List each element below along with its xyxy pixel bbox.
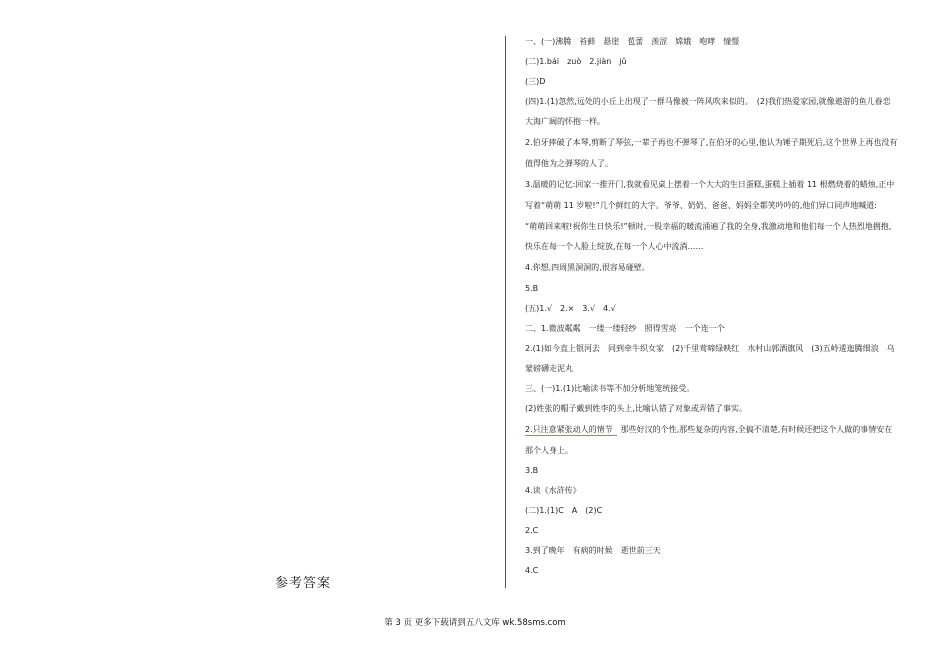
answer-line: 三、(一)1.(1)比喻读书等不加分析地笼统接受。 (525, 384, 695, 393)
answer-line: 蒙磅礴走泥丸 (525, 364, 573, 373)
page-footer: 第 3 页 更多下载请到五八文库 wk.58sms.com (384, 618, 566, 628)
highlight-underline (525, 435, 617, 436)
answer-line: 3.到了晚年 有病的时候 逝世前三天 (525, 546, 661, 555)
answer-line: 一、(一)沸腾 苔藓 悬崖 苞蕾 羡涩 嫦娥 咆哮 憧憬 (525, 37, 740, 46)
answer-line: (二)1.bái zuò 2.jiàn jǔ (525, 57, 627, 66)
answer-line: 4.C (525, 566, 539, 575)
answer-line: 2.C (525, 526, 539, 535)
answer-line: (2)姓张的帽子戴到姓李的头上,比喻认错了对象或弄错了事实。 (525, 404, 747, 413)
answer-line: (三)D (525, 77, 546, 86)
answer-line: 5.B (525, 284, 539, 293)
answer-line: 快乐在每一个人脸上绽放,在每一个人心中流淌…… (525, 242, 704, 251)
answer-line: (五)1.√ 2.× 3.√ 4.√ (525, 304, 616, 313)
answer-line: 2.只注意紧张动人的情节 那些好汉的个性,那些复杂的内容,全搞不清楚,有时候还把这个人做的事情安在 (525, 425, 893, 434)
answer-line: 4.读《水浒传》 (525, 486, 581, 495)
page-title: 参考答案 (275, 576, 332, 591)
answer-line: “萌萌回来啦!祝你生日快乐!”顿时,一股幸福的暖流涌遍了我的全身,我激动地和他们每一个人热烈地拥抱, (525, 222, 892, 231)
answer-line: 写着“萌萌 11 岁啦!”几个鲜红的大字。爷爷、奶奶、爸爸、妈妈全都笑吟吟的,他们异口同声地喊道: (525, 201, 877, 210)
answer-line: 大海广阔的怀抱一样。 (525, 117, 605, 126)
answer-line: 4.你想,四周黑洞洞的,很容易碰壁。 (525, 263, 650, 272)
answer-line: 3.B (525, 466, 539, 475)
answer-line: 二、1.微波粼粼 一缕一缕轻纱 照得雪亮 一个连一个 (525, 324, 725, 333)
answer-line: 那个人身上。 (525, 446, 573, 455)
answer-line: 2.伯牙摔破了本琴,剪断了琴弦,一辈子再也不弹琴了,在伯牙的心里,他认为锤子期死后,这个世界上再也没有 (525, 138, 898, 147)
answer-line: (四)1.(1)忽然,远处的小丘上出现了一群马像被一阵风吹来似的。 (2)我们热爱家园,就像遨游的鱼儿眷恋 (525, 97, 891, 106)
answer-line: 2.(1)如今直上银河去 同到牵牛织女家 (2)千里莺啼绿映红 水村山郭酒旗风 (3)五岭逶迤腾细浪 乌 (525, 344, 895, 353)
answer-line: (二)1.(1)C A (2)C (525, 506, 603, 515)
answer-line: 值得他为之弹琴的人了。 (525, 159, 613, 168)
answer-line: 3.温暖的记忆:回家一推开门,我就看见桌上摆着一个大大的生日蛋糕,蛋糕上插着 11 根燃烧着的蜡烛,正中 (525, 180, 895, 189)
column-divider (505, 36, 506, 588)
